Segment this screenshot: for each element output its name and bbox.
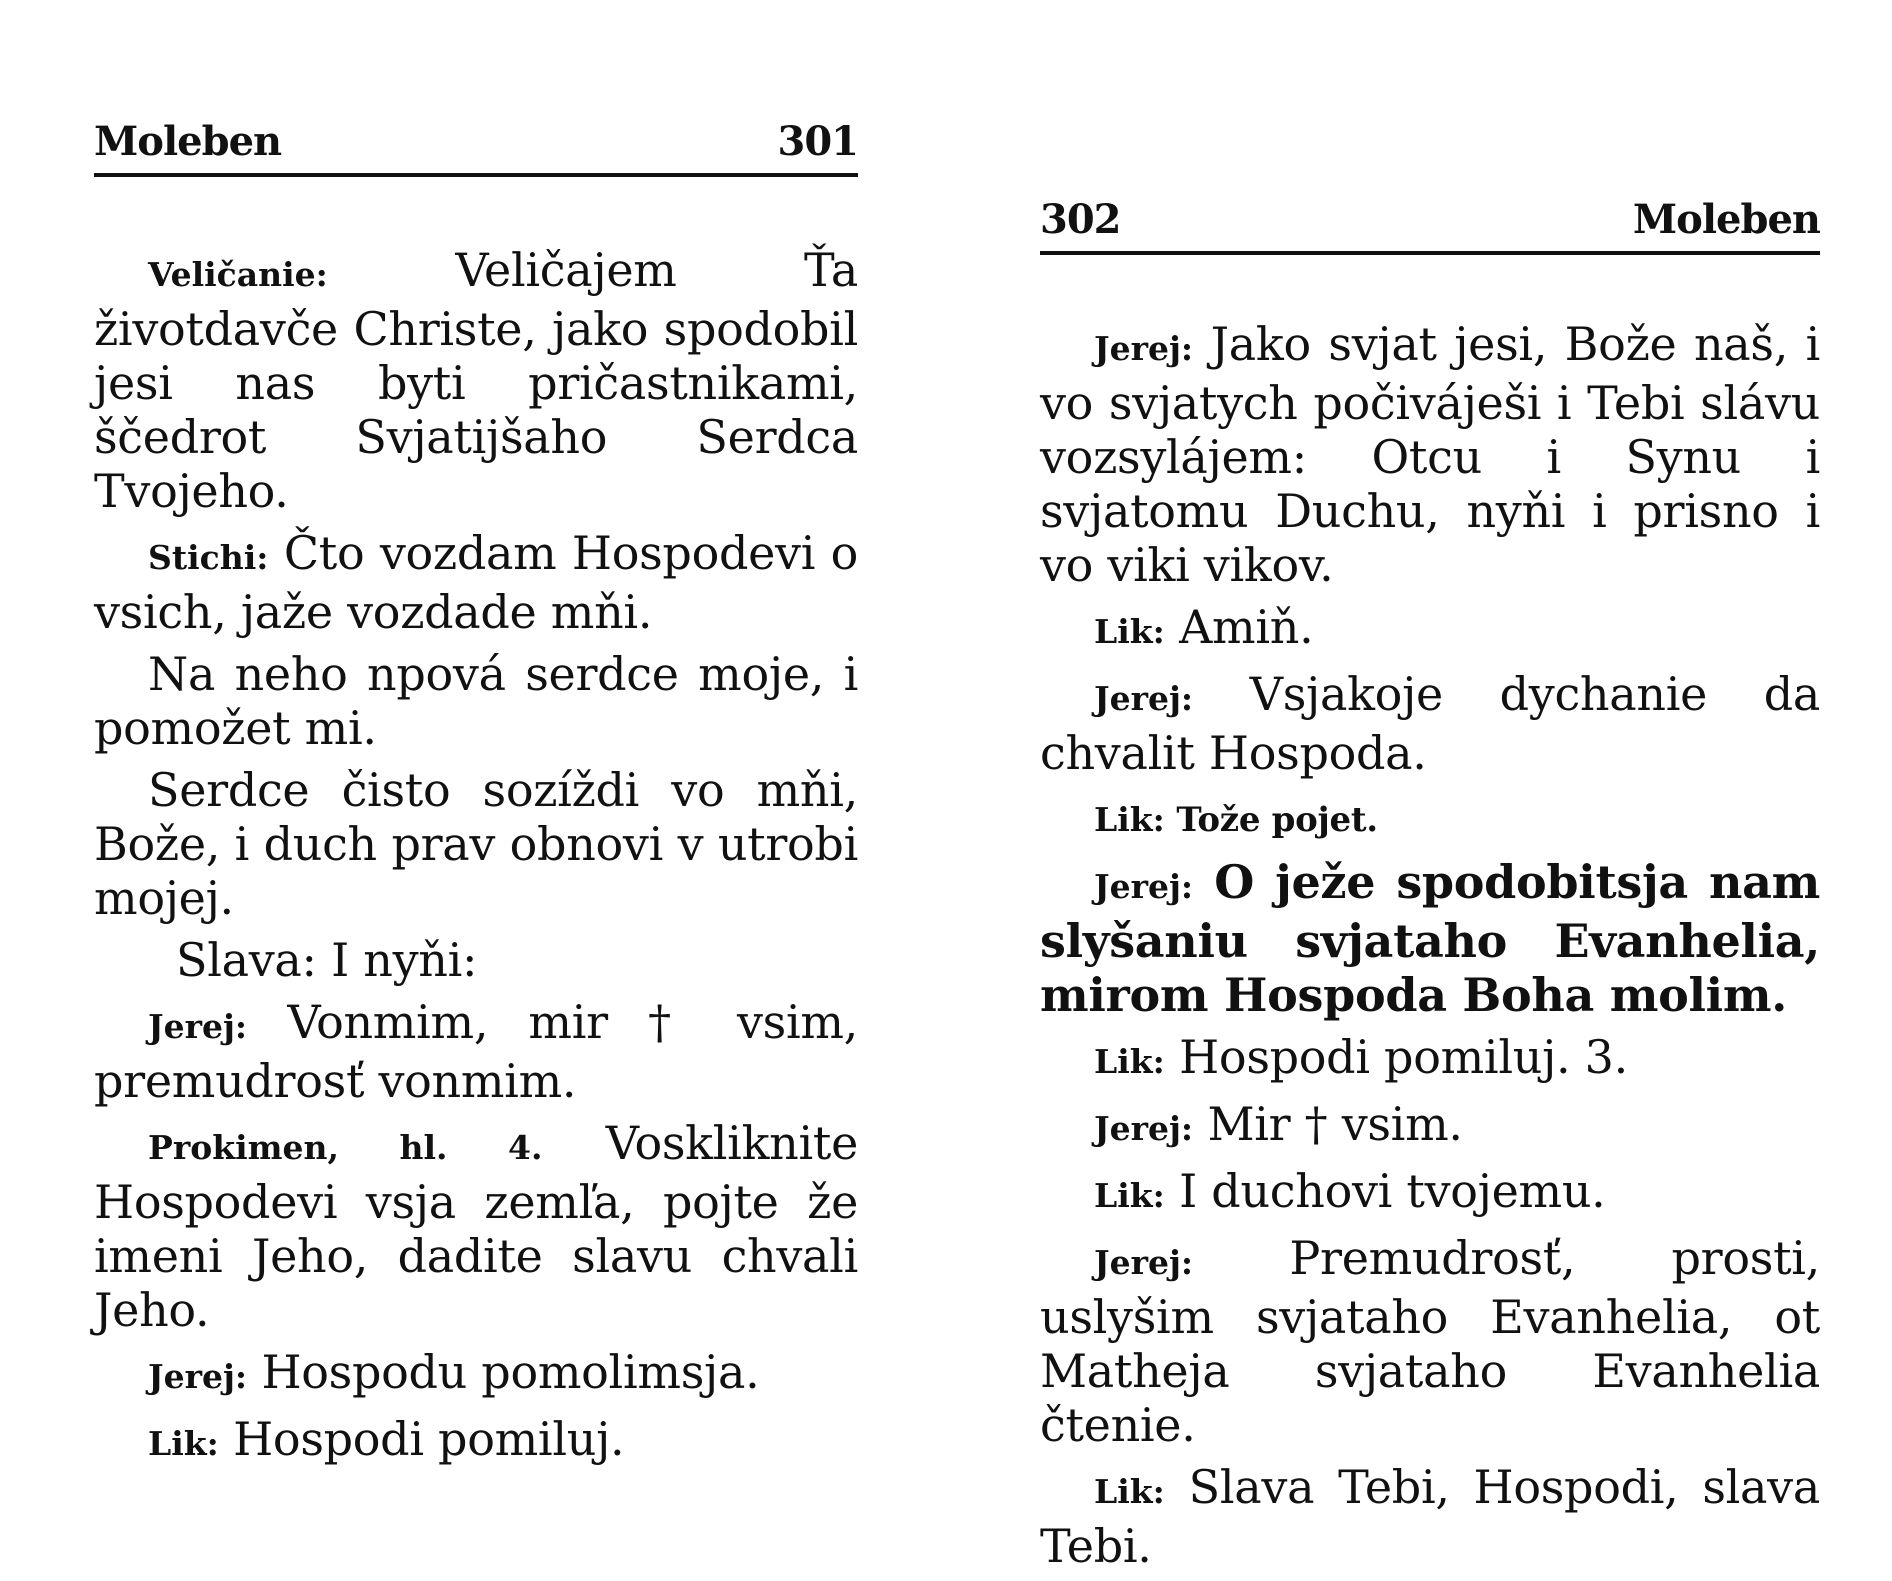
speaker-label: Lik:	[1094, 800, 1165, 839]
paragraph-text: Hospodu pomolimsja.	[247, 1345, 760, 1399]
paragraph-text: I duchovi tvojemu.	[1164, 1164, 1606, 1218]
paragraph-text: Čto vozdam Hospodevi o vsich, jaže vozdade mňi.	[94, 526, 858, 639]
paragraph-text: Veličajem Ťa životdavče Christe, jako spodobil jesi nas byti pričastnikami, ščedrot Svjatijšaho Serdca Tvojeho.	[94, 243, 858, 518]
speaker-label: Lik:	[1094, 1042, 1165, 1081]
lik-paragraph	[94, 1412, 858, 1471]
paragraph-text: Vonmim, mir † vsim, premudrosť vonmim.	[94, 995, 858, 1108]
speaker-label: Jerej:	[1094, 679, 1194, 718]
jerej-paragraph	[94, 1345, 858, 1404]
header-title: Moleben	[94, 118, 282, 165]
speaker-label: Veličanie:	[148, 255, 328, 294]
speaker-label: Stichi:	[148, 538, 269, 577]
jerej-paragraph	[1040, 855, 1820, 1022]
lik-paragraph	[1040, 600, 1820, 659]
speaker-label: Jerej:	[148, 1357, 248, 1396]
paragraph-text: Slava: I nyňi:	[176, 933, 478, 987]
paragraph-text: Slava Tebi, Hospodi, slava Tebi.	[1040, 1460, 1820, 1573]
paragraph-text: Na neho npová serdce moje, i pomožet mi.	[94, 647, 858, 755]
paragraph-text: Hospodi pomiluj. 3.	[1164, 1030, 1628, 1084]
running-head	[94, 118, 858, 177]
paragraph-text: Serdce čisto sozíždi vo mňi, Bože, i duch prav obnovi v utrobi mojej.	[94, 763, 858, 925]
prokimen-paragraph	[94, 1116, 858, 1337]
running-head	[1040, 196, 1820, 255]
paragraph-text: Vsjakoje dychanie da chvalit Hospoda.	[1040, 667, 1820, 780]
lik-paragraph	[1040, 1460, 1820, 1573]
verse-paragraph	[94, 647, 858, 755]
jerej-paragraph	[1040, 667, 1820, 780]
left-page	[94, 118, 858, 1479]
page-number: 301	[777, 118, 858, 165]
lik-paragraph	[1040, 1164, 1820, 1223]
paragraph-text: O ježe spodobitsja nam slyšaniu svjataho Evanhelia, mirom Hospoda Boha molim.	[1040, 855, 1820, 1022]
right-page	[1040, 196, 1820, 1581]
speaker-label: Jerej:	[1094, 1109, 1194, 1148]
paragraph-text: Hospodi pomiluj.	[218, 1412, 625, 1466]
header-title: Moleben	[1632, 196, 1820, 243]
speaker-label: Lik:	[1094, 612, 1165, 651]
speaker-label: Jerej:	[148, 1007, 248, 1046]
doxology-paragraph	[94, 933, 858, 987]
jerej-paragraph	[1040, 1097, 1820, 1156]
paragraph-text: Jako svjat jesi, Bože naš, i vo svjatych počiváješi i Tebi slávu vozsylájem: Otcu i Synu i svjatomu Duchu, nyňi i prisno i vo viki vikov.	[1040, 317, 1820, 592]
speaker-label: Jerej:	[1094, 329, 1194, 368]
lik-paragraph	[1040, 788, 1820, 847]
paragraph-text: Voskliknite Hospodevi vsja zemľa, pojte že imeni Jeho, dadite slavu chvali Jeho.	[94, 1116, 858, 1337]
lik-paragraph	[1040, 1030, 1820, 1089]
page-number: 302	[1040, 196, 1121, 243]
jerej-paragraph	[1040, 317, 1820, 592]
paragraph-text: Amiň.	[1164, 600, 1314, 654]
speaker-label: Jerej:	[1094, 867, 1194, 906]
stichi-paragraph	[94, 526, 858, 639]
speaker-label: Jerej:	[1094, 1243, 1194, 1282]
jerej-paragraph	[94, 995, 858, 1108]
paragraph-text: Tože pojet.	[1164, 800, 1378, 840]
paragraph-text: Mir † vsim.	[1193, 1097, 1463, 1151]
jerej-paragraph	[1040, 1231, 1820, 1452]
speaker-label: Prokimen, hl. 4.	[148, 1128, 543, 1167]
speaker-label: Lik:	[1094, 1472, 1165, 1511]
speaker-label: Lik:	[148, 1424, 219, 1463]
speaker-label: Lik:	[1094, 1176, 1165, 1215]
velicanie-paragraph	[94, 243, 858, 518]
paragraph-text: Premudrosť, prosti, uslyšim svjataho Evanhelia, ot Matheja svjataho Evanhelia čtenie.	[1040, 1231, 1820, 1452]
verse-paragraph	[94, 763, 858, 925]
